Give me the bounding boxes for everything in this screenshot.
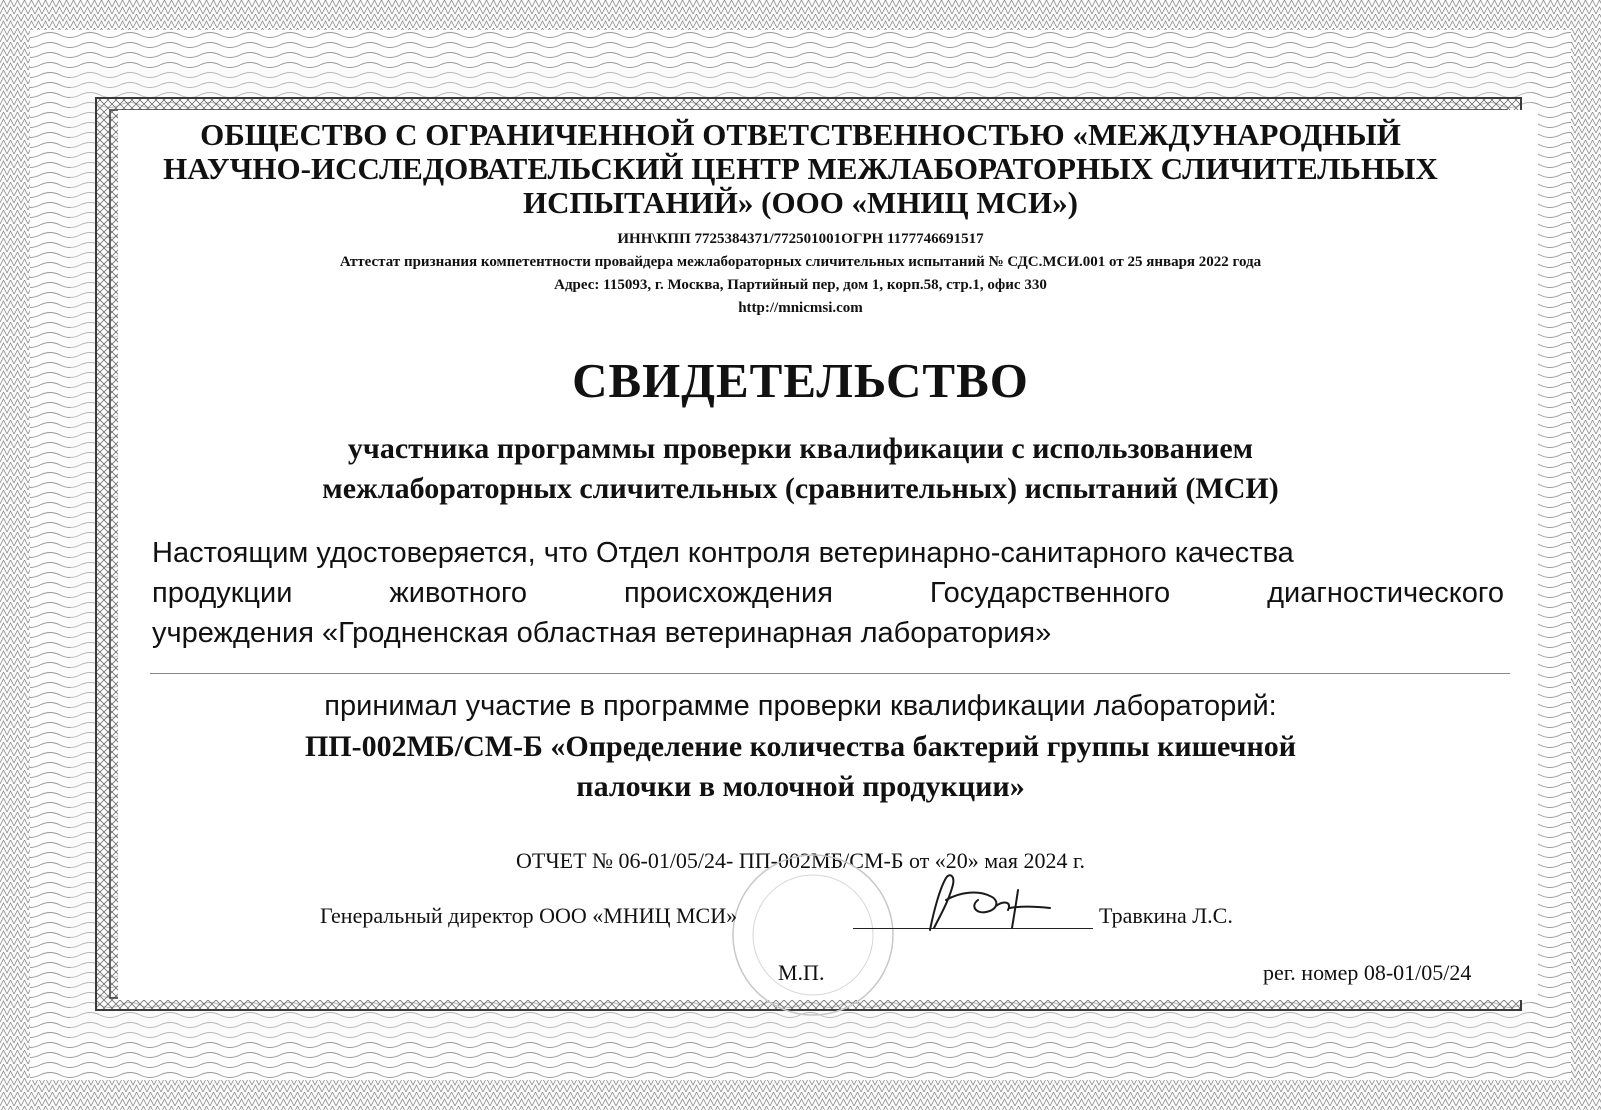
body-line2-word: продукции [152,577,293,609]
org-name-line2: НАУЧНО-ИССЛЕДОВАТЕЛЬСКИЙ ЦЕНТР МЕЖЛАБОРАТОРНЫХ СЛИЧИТЕЛЬНЫХ [163,151,1438,186]
org-name-line1: ОБЩЕСТВО С ОГРАНИЧЕННОЙ ОТВЕТСТВЕННОСТЬЮ «МЕЖДУНАРОДНЫЙ [200,117,1401,152]
director-label: Генеральный директор ООО «МНИЦ МСИ» [320,903,738,928]
certificate-subtitle-line1: участника программы проверки квалификации с использованием [347,432,1254,465]
body-line2-word: Государственного [929,577,1171,609]
divider [150,673,1510,674]
org-name-line3: ИСПЫТАНИЙ» (ООО «МНИЦ МСИ») [522,185,1078,220]
registration-number: рег. номер 08-01/05/24 [1263,960,1472,985]
certificate-body [152,533,1504,653]
body-line3: учреждения «Гродненская областная ветеринарная лаборатория» [152,617,1052,649]
seal-stamp [728,850,898,1020]
certificate-title: СВИДЕТЕЛЬСТВО [572,353,1029,408]
participated-text: принимал участие в программе проверки квалификации лабораторий: [324,690,1277,722]
body-line1: Настоящим удостоверяется, что Отдел контроля ветеринарно-санитарного качества [152,537,1294,569]
program-line1: ПП-002МБ/СМ-Б «Определение количества бактерий группы кишечной [304,730,1297,763]
body-line2-word: происхождения [623,577,833,609]
report-line: ОТЧЕТ № 06-01/05/24- ПП-002МБ/СМ-Б от «20» мая 2024 г. [516,848,1085,873]
org-website: http://mnicmsi.com [738,300,863,316]
program-line2: палочки в молочной продукции» [576,770,1025,803]
signer-name: Травкина Л.С. [1099,903,1233,928]
handwritten-signature [900,870,1100,940]
org-inn: ИНН\КПП 7725384371/772501001ОГРН 1177746691517 [617,231,984,247]
body-line2 [152,573,1504,613]
seal-label: М.П. [778,960,825,985]
certificate-subtitle-line2: межлабораторных сличительных (сравнительных) испытаний (МСИ) [322,472,1279,505]
org-attestat: Аттестат признания компетентности провайдера межлабораторных сличительных испытаний № СДС.МСИ.001 от 25 января 2022 года [339,254,1262,270]
body-line2-word: животного [389,577,528,609]
org-address: Адрес: 115093, г. Москва, Партийный пер, дом 1, корп.58, стр.1, офис 330 [554,277,1047,293]
body-line2-word: диагностического [1267,577,1504,609]
